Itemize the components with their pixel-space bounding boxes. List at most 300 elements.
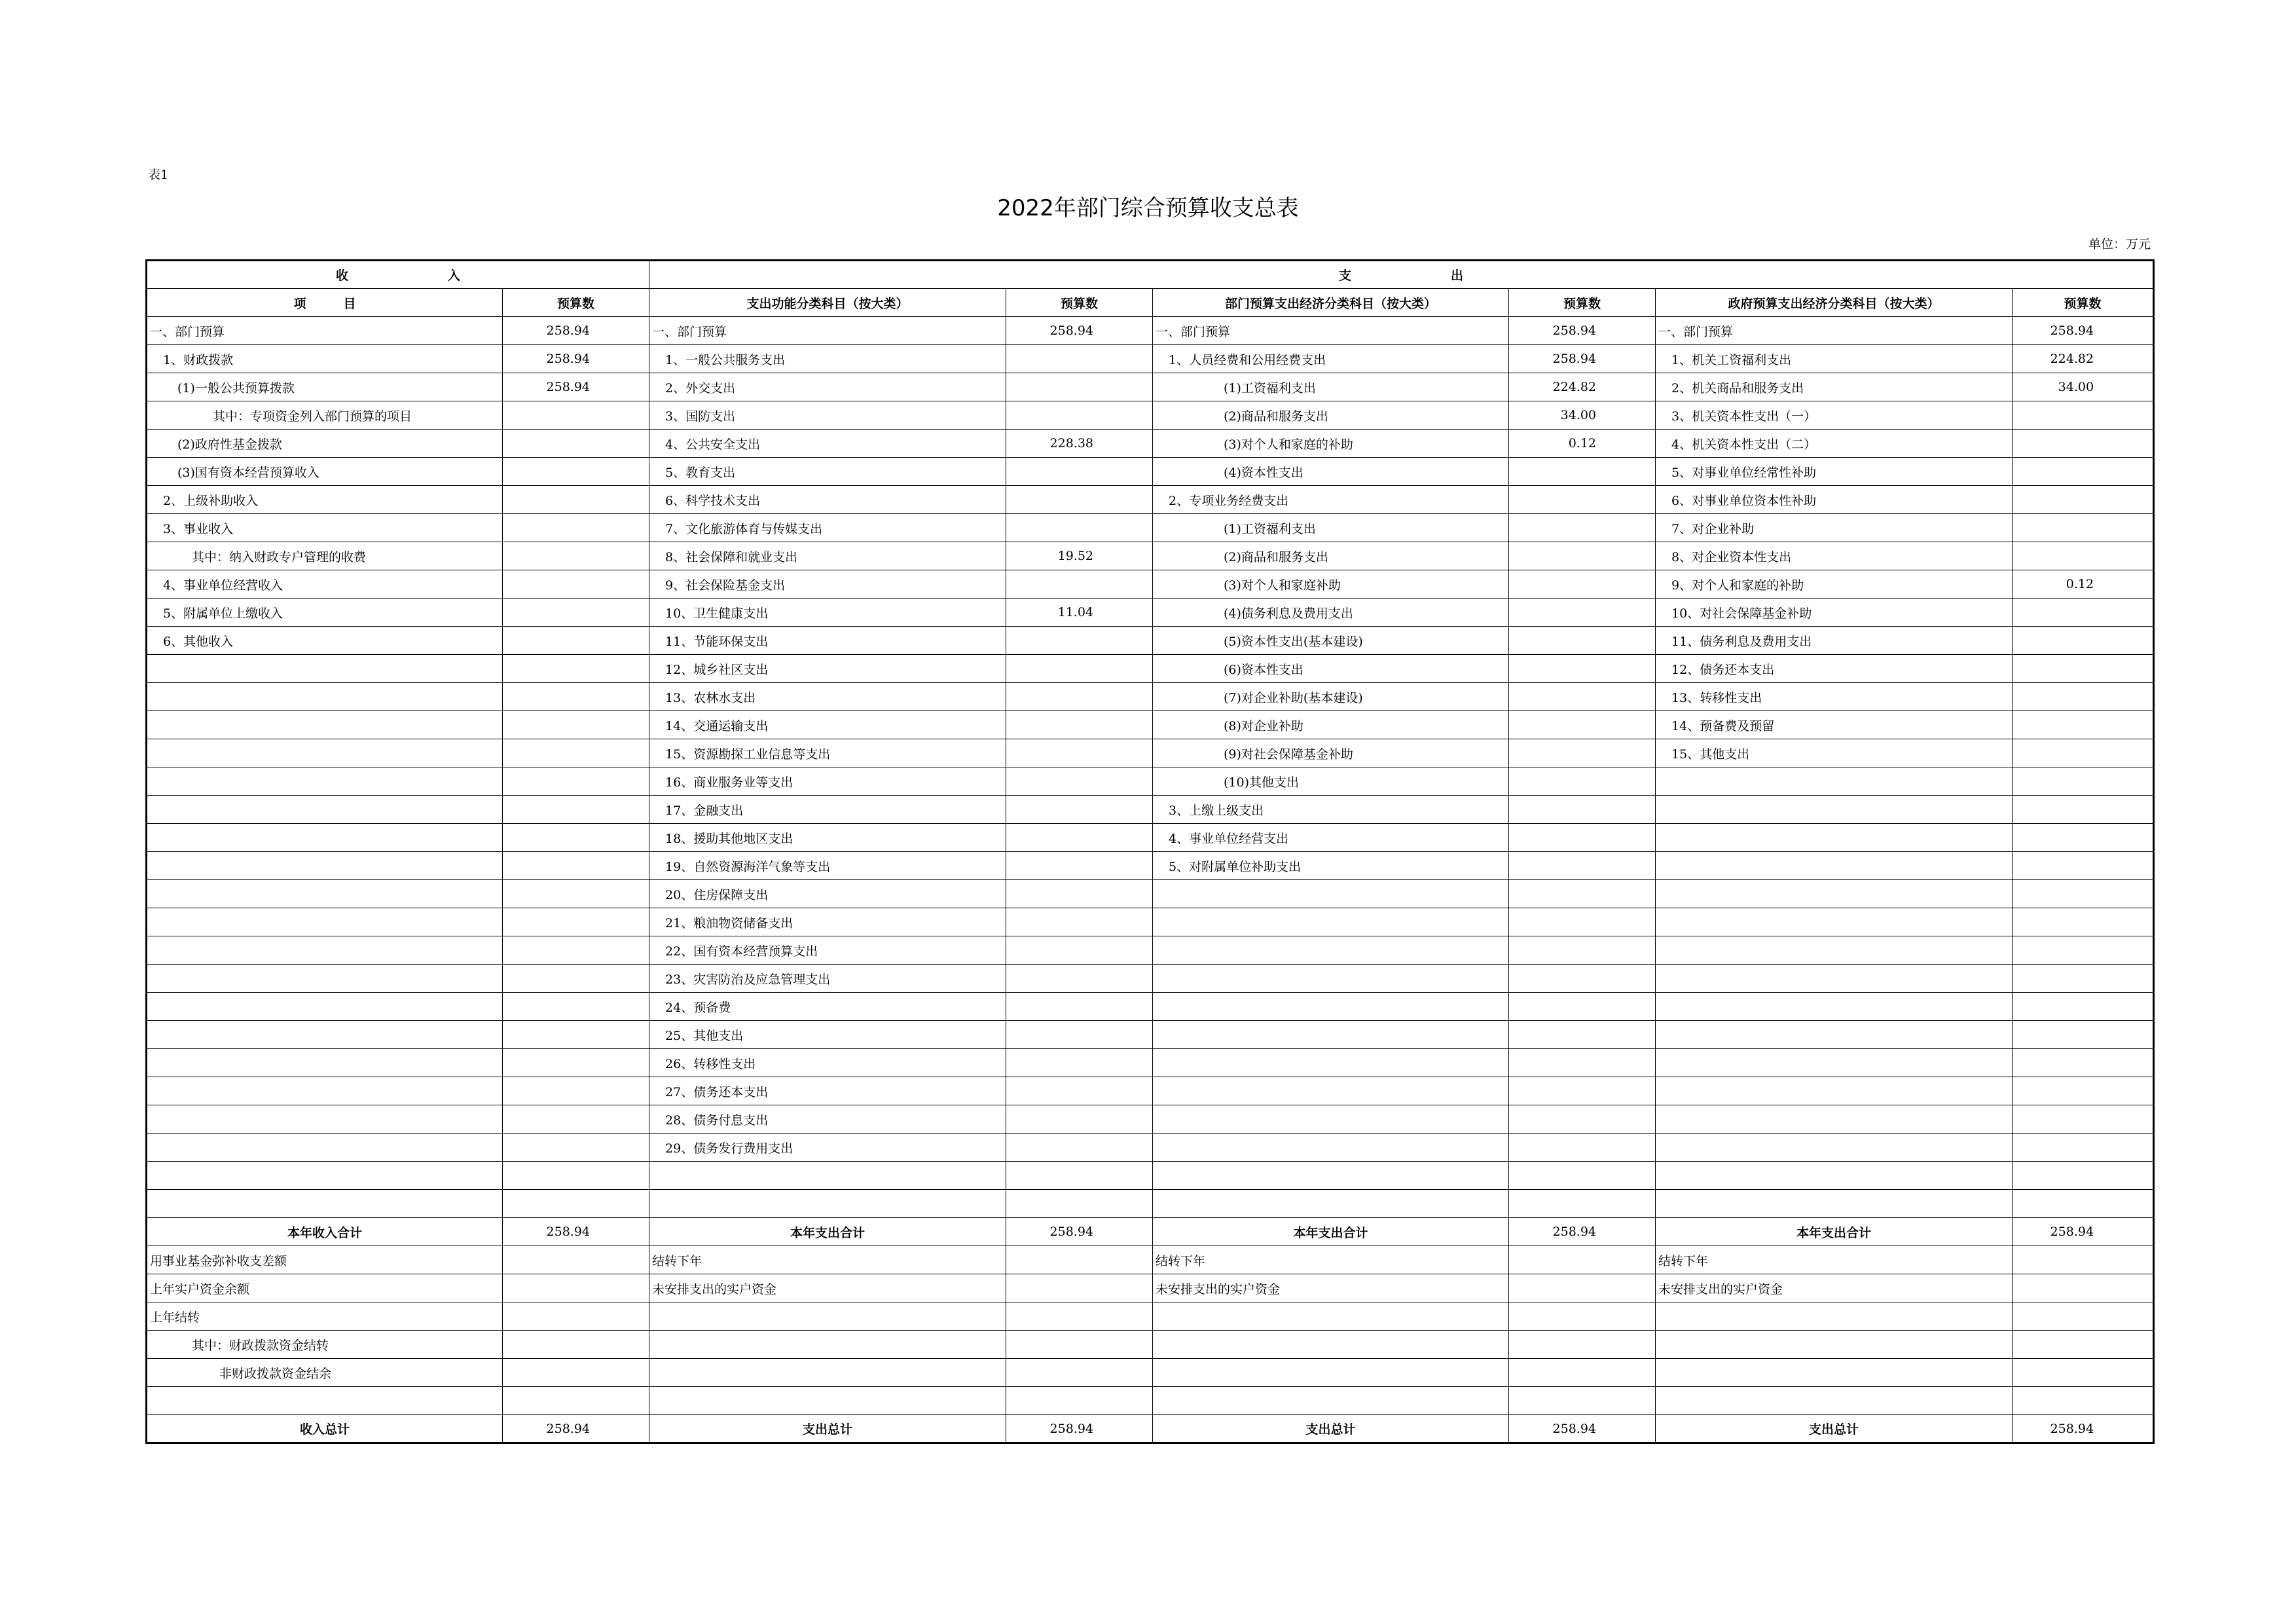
item-label-cell: 其中：专项资金列入部门预算的项目 [147, 401, 503, 430]
item-label-cell: (3)国有资本经营预算收入 [147, 458, 503, 486]
budget-amount-cell [1509, 1077, 1656, 1105]
item-label-cell: 一、部门预算 [649, 317, 1006, 345]
item-label-cell [147, 936, 503, 965]
item-label-cell [1656, 936, 2013, 965]
budget-amount-cell: 258.94 [1006, 1218, 1153, 1246]
budget-column-header: 预算数 [2013, 289, 2154, 317]
budget-amount-cell [503, 1190, 649, 1218]
budget-amount-cell [1006, 1331, 1153, 1359]
budget-amount-cell [1006, 824, 1153, 852]
budget-amount-cell: 258.94 [503, 317, 649, 345]
budget-amount-cell [2013, 739, 2154, 767]
item-label-cell [1656, 767, 2013, 796]
item-label-cell: 17、金融支出 [649, 796, 1006, 824]
item-label-cell: 一、部门预算 [1656, 317, 2013, 345]
budget-amount-cell: 258.94 [503, 1415, 649, 1443]
budget-amount-cell [2013, 1077, 2154, 1105]
dept-econ-class-column-header: 部门预算支出经济分类科目（按大类） [1153, 289, 1509, 317]
budget-amount-cell [503, 1021, 649, 1049]
budget-amount-cell [503, 1387, 649, 1415]
item-label-cell: 22、国有资本经营预算支出 [649, 936, 1006, 965]
budget-amount-cell [1509, 993, 1656, 1021]
item-label-cell: 10、卫生健康支出 [649, 599, 1006, 627]
item-label-cell [147, 824, 503, 852]
table-row [147, 1302, 2154, 1331]
budget-amount-cell [1509, 1331, 1656, 1359]
item-label-cell [649, 1162, 1006, 1190]
item-label-cell: 1、人员经费和公用经费支出 [1153, 345, 1509, 373]
item-label-cell [1153, 1359, 1509, 1387]
budget-amount-cell [1509, 767, 1656, 796]
table-row [147, 1359, 2154, 1387]
item-label-cell [147, 711, 503, 739]
budget-amount-cell [2013, 936, 2154, 965]
budget-amount-cell: 258.94 [1509, 1415, 1656, 1443]
item-label-cell [147, 796, 503, 824]
item-label-cell [1656, 1049, 2013, 1077]
unit-label: 单位：万元 [2088, 237, 2151, 251]
table-row [147, 1105, 2154, 1134]
budget-amount-cell [1509, 542, 1656, 570]
table-row [147, 627, 2154, 655]
budget-amount-cell: 258.94 [2013, 1218, 2154, 1246]
budget-amount-cell [503, 401, 649, 430]
item-label-cell: 15、资源勘探工业信息等支出 [649, 739, 1006, 767]
table-row [147, 599, 2154, 627]
budget-amount-cell [1509, 796, 1656, 824]
item-label-cell: 13、转移性支出 [1656, 683, 2013, 711]
item-label-cell: (2)政府性基金拨款 [147, 430, 503, 458]
budget-column-header: 预算数 [1006, 289, 1153, 317]
budget-amount-cell [503, 599, 649, 627]
item-label-cell: 27、债务还本支出 [649, 1077, 1006, 1105]
budget-amount-cell [1006, 1077, 1153, 1105]
budget-amount-cell [2013, 852, 2154, 880]
item-label-cell: 3、上缴上级支出 [1153, 796, 1509, 824]
budget-amount-cell [503, 1134, 649, 1162]
item-label-cell: 一、部门预算 [147, 317, 503, 345]
item-label-cell: 14、交通运输支出 [649, 711, 1006, 739]
item-label-cell [147, 1049, 503, 1077]
func-class-column-header: 支出功能分类科目（按大类） [649, 289, 1006, 317]
item-label-cell [147, 880, 503, 908]
budget-amount-cell [2013, 1049, 2154, 1077]
item-label-cell: 4、事业单位经营支出 [1153, 824, 1509, 852]
item-label-cell: 本年支出合计 [1656, 1218, 2013, 1246]
budget-amount-cell [2013, 767, 2154, 796]
budget-amount-cell [1006, 936, 1153, 965]
item-label-cell [147, 1105, 503, 1134]
table-row [147, 542, 2154, 570]
budget-amount-cell [2013, 1190, 2154, 1218]
table-row [147, 711, 2154, 739]
item-label-cell [147, 993, 503, 1021]
budget-amount-cell [2013, 1105, 2154, 1134]
budget-amount-cell [503, 1302, 649, 1331]
item-label-cell: (4)资本性支出 [1153, 458, 1509, 486]
item-label-cell: 18、援助其他地区支出 [649, 824, 1006, 852]
item-label-cell: 5、附属单位上缴收入 [147, 599, 503, 627]
table-row [147, 1134, 2154, 1162]
table-row [147, 739, 2154, 767]
budget-amount-cell: 258.94 [1006, 317, 1153, 345]
budget-amount-cell [1509, 1049, 1656, 1077]
item-label-cell: 23、灾害防治及应急管理支出 [649, 965, 1006, 993]
budget-amount-cell [1006, 767, 1153, 796]
budget-amount-cell [1006, 1190, 1153, 1218]
budget-amount-cell [2013, 711, 2154, 739]
item-label-cell: 9、对个人和家庭的补助 [1656, 570, 2013, 599]
budget-amount-cell [1006, 373, 1153, 401]
budget-amount-cell [1006, 1162, 1153, 1190]
item-label-cell: 4、机关资本性支出（二） [1656, 430, 2013, 458]
budget-amount-cell [1509, 1302, 1656, 1331]
item-label-cell [1153, 1331, 1509, 1359]
budget-amount-cell [1509, 1274, 1656, 1302]
budget-amount-cell [2013, 908, 2154, 936]
budget-amount-cell [2013, 824, 2154, 852]
item-label-cell [1153, 936, 1509, 965]
gov-econ-class-column-header: 政府预算支出经济分类科目（按大类） [1656, 289, 2013, 317]
budget-amount-cell [1006, 852, 1153, 880]
table-row [147, 852, 2154, 880]
table-row [147, 1415, 2154, 1443]
item-label-cell [147, 767, 503, 796]
table-row [147, 796, 2154, 824]
item-label-cell [147, 1387, 503, 1415]
budget-amount-cell [1006, 739, 1153, 767]
table-row [147, 1049, 2154, 1077]
budget-amount-cell: 258.94 [2013, 1415, 2154, 1443]
table-row [147, 655, 2154, 683]
item-label-cell: 1、机关工资福利支出 [1656, 345, 2013, 373]
budget-amount-cell [1509, 1134, 1656, 1162]
budget-amount-cell: 34.00 [2013, 373, 2154, 401]
item-label-cell: 6、其他收入 [147, 627, 503, 655]
budget-amount-cell [503, 936, 649, 965]
budget-amount-cell [503, 627, 649, 655]
item-label-cell: (3)对个人和家庭补助 [1153, 570, 1509, 599]
budget-amount-cell [2013, 599, 2154, 627]
item-label-cell: 3、事业收入 [147, 514, 503, 542]
budget-amount-cell [503, 796, 649, 824]
item-label-cell: 21、粮油物资储备支出 [649, 908, 1006, 936]
item-label-cell: 12、债务还本支出 [1656, 655, 2013, 683]
budget-amount-cell [503, 993, 649, 1021]
item-label-cell: (3)对个人和家庭的补助 [1153, 430, 1509, 458]
budget-amount-cell [1509, 711, 1656, 739]
item-label-cell: 15、其他支出 [1656, 739, 2013, 767]
budget-amount-cell: 224.82 [1509, 373, 1656, 401]
item-label-cell: 2、外交支出 [649, 373, 1006, 401]
budget-amount-cell: 258.94 [503, 373, 649, 401]
table-row [147, 880, 2154, 908]
item-label-cell [1656, 908, 2013, 936]
budget-amount-cell [1006, 1049, 1153, 1077]
budget-amount-cell [503, 1274, 649, 1302]
item-label-cell [1656, 1077, 2013, 1105]
item-label-cell: 14、预备费及预留 [1656, 711, 2013, 739]
budget-amount-cell: 34.00 [1509, 401, 1656, 430]
budget-amount-cell [1006, 965, 1153, 993]
budget-amount-cell [503, 1049, 649, 1077]
budget-amount-cell: 228.38 [1006, 430, 1153, 458]
item-label-cell [147, 1162, 503, 1190]
budget-amount-cell [1006, 908, 1153, 936]
item-label-cell: (4)债务利息及费用支出 [1153, 599, 1509, 627]
budget-amount-cell [503, 430, 649, 458]
table-row [147, 1077, 2154, 1105]
budget-amount-cell [2013, 486, 2154, 514]
table-row [147, 1190, 2154, 1218]
budget-amount-cell [503, 767, 649, 796]
budget-amount-cell [1509, 908, 1656, 936]
budget-amount-cell [503, 965, 649, 993]
item-label-cell [1656, 965, 2013, 993]
table-row [147, 965, 2154, 993]
table-row [147, 1162, 2154, 1190]
budget-amount-cell [2013, 627, 2154, 655]
budget-amount-cell: 258.94 [503, 345, 649, 373]
budget-amount-cell [1006, 458, 1153, 486]
table-row [147, 401, 2154, 430]
item-label-cell: 10、对社会保障基金补助 [1656, 599, 2013, 627]
budget-amount-cell [1509, 1021, 1656, 1049]
budget-amount-cell [2013, 880, 2154, 908]
item-label-cell [649, 1190, 1006, 1218]
item-label-cell: 2、上级补助收入 [147, 486, 503, 514]
budget-amount-cell [1509, 1162, 1656, 1190]
table-row [147, 767, 2154, 796]
budget-amount-cell [1509, 936, 1656, 965]
item-label-cell: 2、专项业务经费支出 [1153, 486, 1509, 514]
item-label-cell: (1)工资福利支出 [1153, 373, 1509, 401]
item-label-cell [1656, 880, 2013, 908]
table-row [147, 908, 2154, 936]
item-label-cell [1153, 1077, 1509, 1105]
item-label-cell [1153, 1105, 1509, 1134]
item-label-cell: 6、对事业单位资本性补助 [1656, 486, 2013, 514]
item-label-cell: 6、科学技术支出 [649, 486, 1006, 514]
item-label-cell [147, 1077, 503, 1105]
item-label-cell: 1、财政拨款 [147, 345, 503, 373]
item-label-cell: 25、其他支出 [649, 1021, 1006, 1049]
table-row [147, 993, 2154, 1021]
table-row [147, 458, 2154, 486]
table-row [147, 1218, 2154, 1246]
item-label-cell: 2、机关商品和服务支出 [1656, 373, 2013, 401]
item-label-cell: 其中：纳入财政专户管理的收费 [147, 542, 503, 570]
item-label-cell [147, 1190, 503, 1218]
item-label-cell [1153, 1134, 1509, 1162]
item-label-cell [1656, 1190, 2013, 1218]
item-label-cell: 本年支出合计 [1153, 1218, 1509, 1246]
item-label-cell [1656, 1331, 2013, 1359]
item-label-cell: 用事业基金弥补收支差额 [147, 1246, 503, 1274]
table-row [147, 1021, 2154, 1049]
budget-amount-cell [503, 458, 649, 486]
budget-amount-cell [2013, 1021, 2154, 1049]
budget-amount-cell [2013, 514, 2154, 542]
item-label-cell: 7、对企业补助 [1656, 514, 2013, 542]
page-title: 2022年部门综合预算收支总表 [997, 195, 1299, 221]
budget-amount-cell [2013, 1359, 2154, 1387]
budget-amount-cell [2013, 430, 2154, 458]
budget-amount-cell [1006, 880, 1153, 908]
budget-amount-cell [1509, 570, 1656, 599]
budget-amount-cell [503, 683, 649, 711]
item-label-cell: (5)资本性支出(基本建设) [1153, 627, 1509, 655]
item-label-cell: 19、自然资源海洋气象等支出 [649, 852, 1006, 880]
table-row [147, 345, 2154, 373]
budget-amount-cell [1509, 852, 1656, 880]
item-label-cell: (7)对企业补助(基本建设) [1153, 683, 1509, 711]
budget-amount-cell: 19.52 [1006, 542, 1153, 570]
budget-amount-cell [2013, 458, 2154, 486]
budget-amount-cell: 258.94 [1006, 1415, 1153, 1443]
budget-amount-cell: 258.94 [503, 1218, 649, 1246]
item-label-cell [1153, 1162, 1509, 1190]
item-label-cell [649, 1359, 1006, 1387]
item-label-cell: (2)商品和服务支出 [1153, 401, 1509, 430]
budget-amount-cell [503, 739, 649, 767]
item-label-cell [147, 908, 503, 936]
item-label-cell [1153, 880, 1509, 908]
budget-amount-cell [1509, 627, 1656, 655]
table-row [147, 317, 2154, 345]
budget-amount-cell [2013, 1302, 2154, 1331]
item-label-cell: 12、城乡社区支出 [649, 655, 1006, 683]
item-label-cell: 20、住房保障支出 [649, 880, 1006, 908]
budget-amount-cell [503, 486, 649, 514]
budget-amount-cell [1006, 486, 1153, 514]
budget-amount-cell [1006, 796, 1153, 824]
item-label-cell [1656, 1105, 2013, 1134]
item-label-cell: 收入总计 [147, 1415, 503, 1443]
item-label-cell: 本年收入合计 [147, 1218, 503, 1246]
budget-amount-cell [1006, 711, 1153, 739]
budget-amount-cell [1006, 1359, 1153, 1387]
budget-amount-cell: 258.94 [2013, 317, 2154, 345]
budget-amount-cell [1509, 486, 1656, 514]
budget-amount-cell [503, 824, 649, 852]
budget-amount-cell: 0.12 [2013, 570, 2154, 599]
budget-amount-cell [1006, 993, 1153, 1021]
item-label-cell: 未安排支出的实户资金 [1153, 1274, 1509, 1302]
item-label-cell: 4、事业单位经营收入 [147, 570, 503, 599]
table-row [147, 1331, 2154, 1359]
budget-amount-cell [1006, 514, 1153, 542]
budget-amount-cell [1509, 1105, 1656, 1134]
budget-amount-cell [1509, 965, 1656, 993]
item-label-cell: 16、商业服务业等支出 [649, 767, 1006, 796]
budget-amount-cell: 258.94 [1509, 345, 1656, 373]
item-label-cell: 4、公共安全支出 [649, 430, 1006, 458]
budget-amount-cell [1006, 1105, 1153, 1134]
item-label-cell [1153, 1190, 1509, 1218]
item-label-cell [649, 1302, 1006, 1331]
item-label-cell: 未安排支出的实户资金 [649, 1274, 1006, 1302]
budget-amount-cell [503, 1077, 649, 1105]
item-label-cell: (1)一般公共预算拨款 [147, 373, 503, 401]
table-row [147, 1387, 2154, 1415]
item-label-cell: (10)其他支出 [1153, 767, 1509, 796]
table-row [147, 936, 2154, 965]
table-row [147, 683, 2154, 711]
item-label-cell [147, 683, 503, 711]
item-label-cell [1153, 993, 1509, 1021]
item-label-cell: 支出总计 [649, 1415, 1006, 1443]
budget-amount-cell [1006, 627, 1153, 655]
budget-amount-cell [1509, 683, 1656, 711]
item-label-cell: 上年实户资金余额 [147, 1274, 503, 1302]
item-label-cell: 24、预备费 [649, 993, 1006, 1021]
table-row [147, 486, 2154, 514]
budget-amount-cell [503, 1162, 649, 1190]
item-label-cell [1656, 824, 2013, 852]
item-label-cell: 8、对企业资本性支出 [1656, 542, 2013, 570]
budget-amount-cell [2013, 1274, 2154, 1302]
item-label-cell: 其中：财政拨款资金结转 [147, 1331, 503, 1359]
item-label-cell [1153, 1302, 1509, 1331]
budget-amount-cell [503, 542, 649, 570]
item-label-cell: 5、对事业单位经常性补助 [1656, 458, 2013, 486]
item-label-cell: 结转下年 [1656, 1246, 2013, 1274]
budget-column-header: 预算数 [1509, 289, 1656, 317]
budget-amount-cell [1006, 570, 1153, 599]
budget-amount-cell [1509, 824, 1656, 852]
item-label-cell [147, 1134, 503, 1162]
budget-amount-cell [1509, 458, 1656, 486]
item-label-cell: (2)商品和服务支出 [1153, 542, 1509, 570]
budget-amount-cell [2013, 1387, 2154, 1415]
item-label-cell: 结转下年 [649, 1246, 1006, 1274]
item-label-cell: 3、国防支出 [649, 401, 1006, 430]
item-label-cell: 一、部门预算 [1153, 317, 1509, 345]
item-label-cell [147, 1021, 503, 1049]
expense-header: 支 出 [649, 261, 2154, 289]
item-label-cell: 11、节能环保支出 [649, 627, 1006, 655]
budget-amount-cell [1509, 739, 1656, 767]
item-label-cell: 3、机关资本性支出（一） [1656, 401, 2013, 430]
budget-amount-cell [1006, 1134, 1153, 1162]
item-label-cell: 29、债务发行费用支出 [649, 1134, 1006, 1162]
item-label-cell: 7、文化旅游体育与传媒支出 [649, 514, 1006, 542]
budget-amount-cell [1006, 655, 1153, 683]
budget-amount-cell [503, 514, 649, 542]
item-label-cell [1656, 1302, 2013, 1331]
item-label-cell [1656, 1134, 2013, 1162]
table-row [147, 1274, 2154, 1302]
item-label-cell: 未安排支出的实户资金 [1656, 1274, 2013, 1302]
item-label-cell: 8、社会保障和就业支出 [649, 542, 1006, 570]
budget-amount-cell: 224.82 [2013, 345, 2154, 373]
item-label-cell [147, 739, 503, 767]
item-label-cell [1153, 965, 1509, 993]
budget-amount-cell [503, 711, 649, 739]
item-label-cell [147, 965, 503, 993]
table-row [147, 824, 2154, 852]
item-label-cell [1656, 1021, 2013, 1049]
item-label-cell: (1)工资福利支出 [1153, 514, 1509, 542]
item-label-cell: 上年结转 [147, 1302, 503, 1331]
table-row [147, 373, 2154, 401]
table-row [147, 514, 2154, 542]
budget-amount-cell [1509, 1190, 1656, 1218]
budget-amount-cell [2013, 401, 2154, 430]
budget-amount-cell [2013, 796, 2154, 824]
table-row [147, 1246, 2154, 1274]
